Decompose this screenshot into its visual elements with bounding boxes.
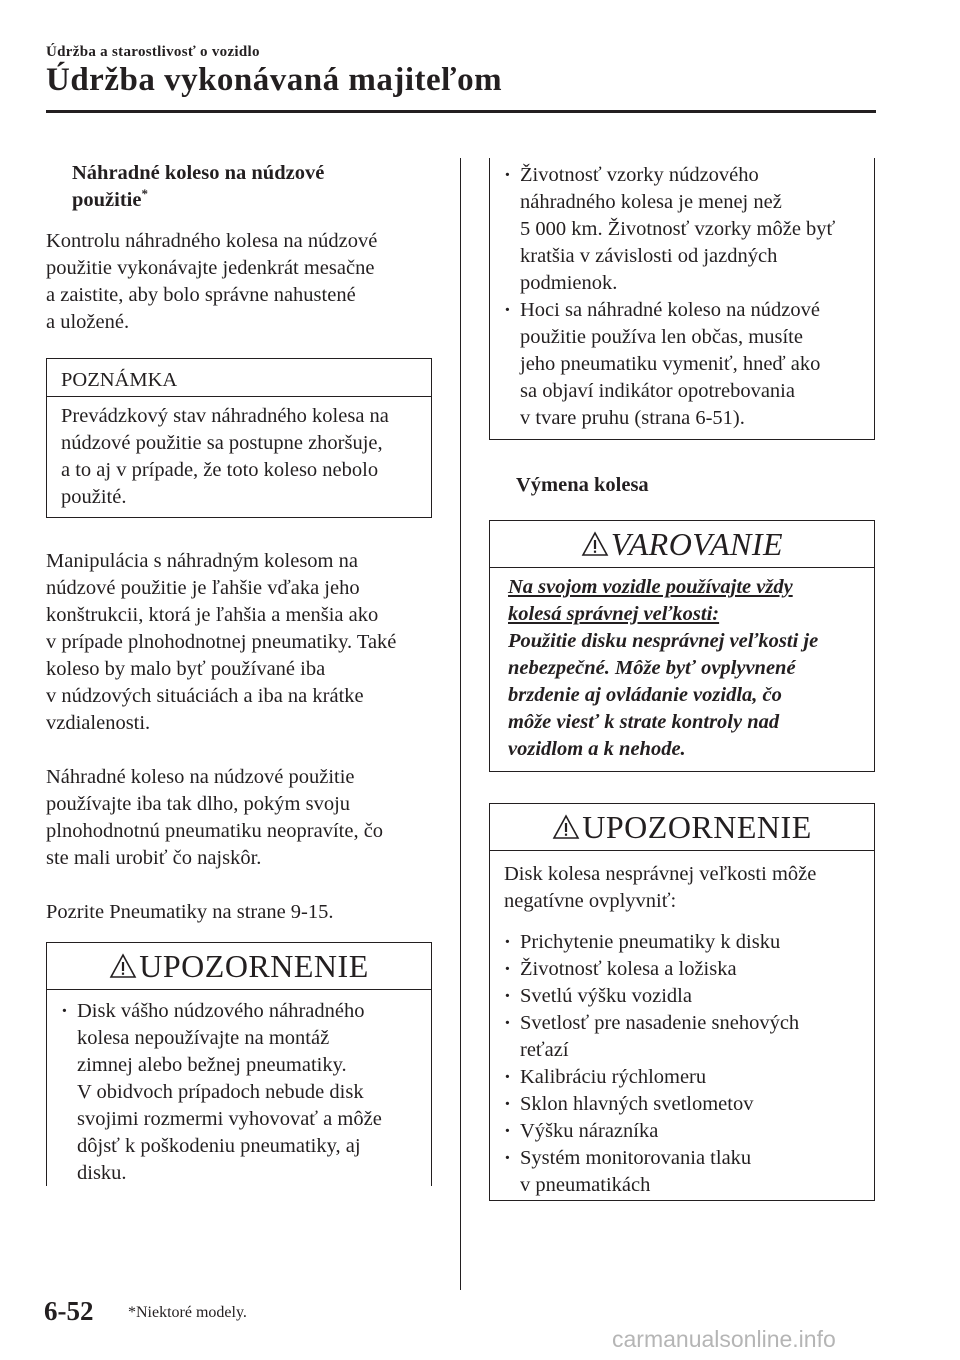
spare-wheel-heading xyxy=(46,160,432,214)
text-line: núdzové použitie sa postupne zhoršuje, xyxy=(61,432,383,454)
tires-reference: Pozrite Pneumatiky na strane 9-15. xyxy=(46,901,334,923)
text-line: nebezpečné. Môže byť ovplyvnené xyxy=(508,657,796,679)
text-line: · Systém monitorovania tlaku xyxy=(520,1147,752,1169)
caution-continuation-box xyxy=(489,158,875,440)
breadcrumb: Údržba a starostlivosť o vozidlo xyxy=(46,44,260,60)
text-line: a uložené. xyxy=(46,311,130,333)
text-line: kolesa nepoužívajte na montáž xyxy=(77,1027,330,1049)
text-line: núdzové použitie je ľahšie vďaka jeho xyxy=(46,577,360,599)
text-line: podmienok. xyxy=(520,272,618,294)
warning-triangle-icon xyxy=(109,953,137,979)
caution-body-left xyxy=(47,990,431,1187)
warning-title xyxy=(490,521,874,568)
text-line: Na svojom vozidle používajte vždy xyxy=(508,576,793,598)
text-line: dôjsť k poškodeniu pneumatiky, aj xyxy=(77,1135,361,1157)
text-line: V obidvoch prípadoch nebude disk xyxy=(77,1081,364,1103)
text-line: · Svetlosť pre nasadenie snehových xyxy=(520,1012,800,1034)
text-line: zimnej alebo bežnej pneumatiky. xyxy=(77,1054,347,1076)
text-line: používajte iba tak dlho, pokým svoju xyxy=(46,793,351,815)
text-line: · Životnosť vzorky núdzového xyxy=(520,164,759,186)
wheel-change-heading: Výmena kolesa xyxy=(516,474,649,496)
text-line: Použitie disku nesprávnej veľkosti je xyxy=(508,630,819,652)
caution-box-right xyxy=(489,803,875,1201)
list-item: · Svetlú výšku vozidla xyxy=(490,983,874,1010)
text-line: ste mali urobiť čo najskôr. xyxy=(46,847,262,869)
caution-box-left xyxy=(46,942,432,1186)
caution-title-text: UPOZORNENIE xyxy=(582,808,812,845)
text-line: 5 000 km. Životnosť vzorky môže byť xyxy=(520,218,836,240)
footnote-mark: * xyxy=(141,186,148,202)
text-line: kolesá správnej veľkosti: xyxy=(508,603,720,625)
list-item xyxy=(490,1010,874,1064)
text-line: Manipulácia s náhradným kolesom na xyxy=(46,550,358,572)
text-line: použitie používa len občas, musíte xyxy=(520,326,803,348)
text-line: v núdzových situáciách a iba na krátke xyxy=(46,685,364,707)
list-item: · Kalibráciu rýchlomeru xyxy=(490,1064,874,1091)
page-title: Údržba vykonávaná majiteľom xyxy=(46,62,503,98)
text-line: Disk kolesa nesprávnej veľkosti môže xyxy=(504,863,817,885)
note-box xyxy=(46,358,432,518)
text-line: sa objaví indikátor opotrebovania xyxy=(520,380,795,402)
list-item: · Prichytenie pneumatiky k disku xyxy=(490,929,874,956)
text-line: náhradného kolesa je menej než xyxy=(520,191,782,213)
text-line: a zaistite, aby bolo správne nahustené xyxy=(46,284,356,306)
note-title: POZNÁMKA xyxy=(47,359,431,397)
text-line: svojimi rozmermi vyhovovať a môže xyxy=(77,1108,382,1130)
caution-title-left xyxy=(47,943,431,990)
text-line: Náhradné koleso na núdzové použitie xyxy=(46,766,355,788)
text-line: disku. xyxy=(77,1162,127,1184)
text-line: · Hoci sa náhradné koleso na núdzové xyxy=(520,299,820,321)
spare-heading-line1: Náhradné koleso na núdzové xyxy=(72,162,325,184)
list-item xyxy=(490,1145,874,1199)
note-body xyxy=(47,397,431,511)
caution-title-right xyxy=(490,804,874,851)
warning-title-text: VAROVANIE xyxy=(610,525,784,562)
list-item: · Sklon hlavných svetlometov xyxy=(490,1091,874,1118)
affected-list xyxy=(490,929,874,1199)
text-line: jeho pneumatiku vymeniť, hneď ako xyxy=(520,353,821,375)
bullet-item xyxy=(47,998,431,1187)
text-line: negatívne ovplyvniť: xyxy=(504,890,677,912)
text-line: použitie vykonávajte jedenkrát mesačne xyxy=(46,257,375,279)
text-line: v tvare pruhu (strana 6-51). xyxy=(520,407,745,429)
bullet-item xyxy=(490,162,874,297)
warning-triangle-icon xyxy=(552,814,580,840)
caution-body-right xyxy=(490,851,874,1199)
text-line: vozidlom a k nehode. xyxy=(508,738,686,760)
text-line: v pneumatikách xyxy=(520,1174,651,1196)
title-rule xyxy=(46,110,876,113)
warning-box xyxy=(489,520,875,772)
text-line: plnohodnotnú pneumatiku neopravíte, čo xyxy=(46,820,384,842)
text-line: v prípade plnohodnotnej pneumatiky. Také xyxy=(46,631,397,653)
paragraph-construction xyxy=(46,548,432,737)
text-line: Prevádzkový stav náhradného kolesa na xyxy=(61,405,389,427)
spare-heading-line2: použitie* xyxy=(72,186,148,211)
text-line: a to aj v prípade, že toto koleso nebolo xyxy=(61,459,379,481)
page-number: 6-52 xyxy=(44,1296,94,1326)
text-line: kratšia v závislosti od jazdných xyxy=(520,245,778,267)
caution-title-text: UPOZORNENIE xyxy=(139,947,369,984)
column-divider xyxy=(460,158,461,1290)
text-line: brzdenie aj ovládanie vozidla, čo xyxy=(508,684,782,706)
paragraph-usage xyxy=(46,764,432,872)
text-line: koleso by malo byť používané iba xyxy=(46,658,326,680)
list-item: · Životnosť kolesa a ložiska xyxy=(490,956,874,983)
text-line: môže viesť k strate kontroly nad xyxy=(508,711,780,733)
watermark: carmanualsonline.info xyxy=(612,1326,836,1352)
text-line: Kontrolu náhradného kolesa na núdzové xyxy=(46,230,378,252)
text-line: použité. xyxy=(61,486,127,508)
text-line: vzdialenosti. xyxy=(46,712,151,734)
bullet-item xyxy=(490,297,874,432)
intro-paragraph xyxy=(46,228,432,336)
left-column xyxy=(46,160,432,926)
footnote: *Niektoré modely. xyxy=(128,1304,247,1321)
warning-triangle-icon xyxy=(581,531,609,557)
warning-body xyxy=(490,568,874,763)
text-line: · Disk vášho núdzového náhradného xyxy=(77,1000,365,1022)
list-item: · Výšku nárazníka xyxy=(490,1118,874,1145)
text-line: reťazí xyxy=(520,1039,569,1061)
text-line: konštrukcii, ktorá je ľahšia a menšia ako xyxy=(46,604,379,626)
